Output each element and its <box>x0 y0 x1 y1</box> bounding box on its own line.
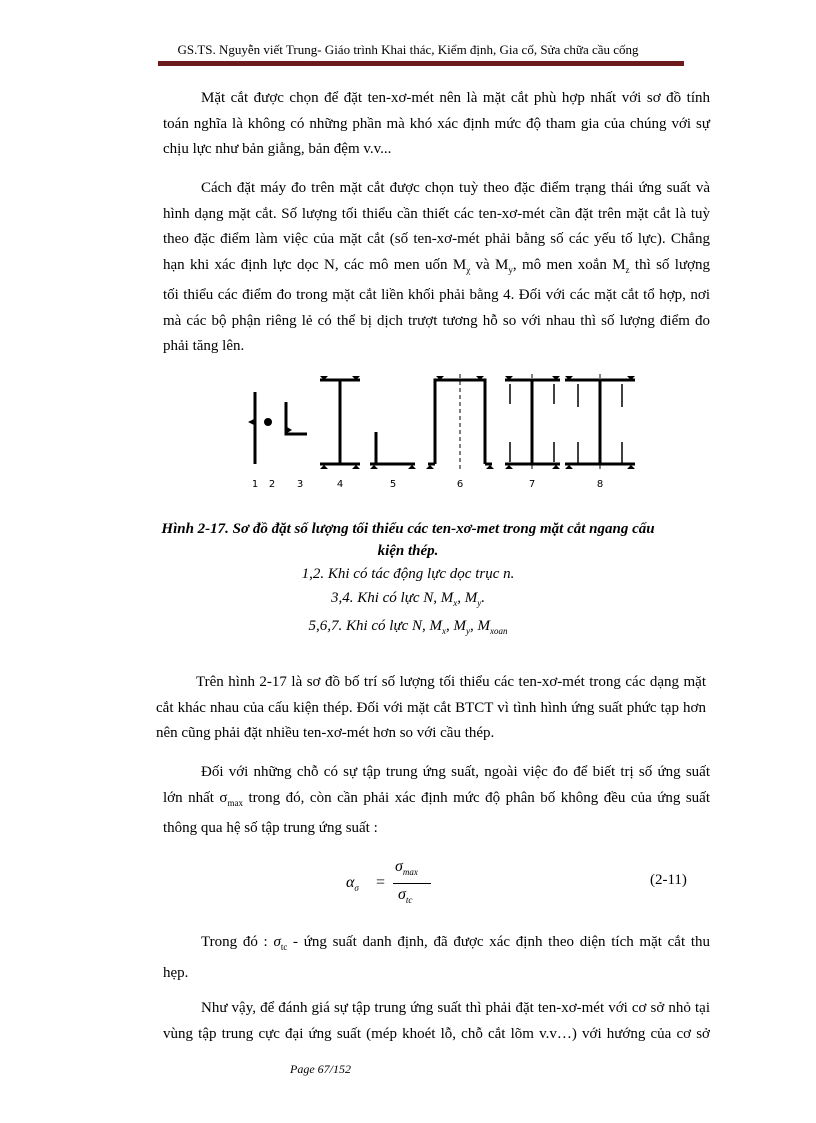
text-line: hẹp. <box>163 964 189 981</box>
text-line: toán nghĩa là không có những phần mà khó xác định mức độ tham gia của chúng với sự <box>163 115 710 132</box>
text-line-with-subscripts <box>163 253 710 284</box>
header-rule <box>158 61 684 66</box>
figure-label-2: 2 <box>268 479 276 490</box>
text-line: Cách đặt máy đo trên mặt cắt được chọn tuỳ theo đặc điểm trạng thái ứng suất và <box>201 180 710 196</box>
text-line: mà các bộ phận riêng lẻ có thể bị dịch trượt tương hỗ so với nhau thì số lượng điểm đo <box>163 312 710 329</box>
formula-stress-concentration <box>340 858 460 912</box>
text-line: chịu lực như bản giằng, bản đệm v.v... <box>163 141 392 157</box>
gauge-mark <box>287 427 292 433</box>
text-fragment: , mô men xoắn M <box>512 256 626 273</box>
formula-equals: = <box>376 874 386 891</box>
paragraph-2 <box>163 176 710 360</box>
paragraph-4 <box>163 760 710 842</box>
figure-label-5: 5 <box>389 479 397 490</box>
text-line: phải tăng lên. <box>163 338 245 354</box>
gauge-mark <box>505 465 513 469</box>
figure-caption-line-2: 3,4. Khi có lực N, $M_x$, $M_y$. <box>330 590 486 608</box>
figure-caption-title-2: kiện thép. <box>377 543 439 559</box>
formula-denominator: $\sigma_{tc}$ <box>398 886 413 906</box>
page-header: GS.TS. Nguyễn viết Trung- Giáo trình Khai thác, Kiểm định, Gia cố, Sửa chữa cầu cống <box>177 42 639 57</box>
text-line: hình dạng mặt cắt. Số lượng tối thiểu cần thiết các ten-xơ-mét cần đặt trên mặt cắt là tuỳ <box>163 205 710 222</box>
figure-label-7: 7 <box>528 479 536 490</box>
figure-label-4: 4 <box>336 479 344 490</box>
figure-label-8: 8 <box>596 479 604 490</box>
text-line: cắt khác nhau của cấu kiện thép. Đối với mặt cắt BTCT vì tình hình ứng suất phức tạp hơn <box>156 699 706 716</box>
paragraph-3 <box>156 670 706 747</box>
text-line: vùng tập trung cực đại ứng suất (mép khoét lỗ, chỗ cắt lõm v.v…) với hướng của cơ sở <box>163 1025 710 1042</box>
section-5-tee <box>370 432 415 464</box>
section-1-centroid <box>264 418 272 426</box>
text-line: Như vậy, để đánh giá sự tập trung ứng suất thì phải đặt ten-xơ-mét với cơ sở nhỏ tại <box>201 1000 710 1016</box>
gauge-mark <box>320 465 328 469</box>
equation-number: (2-11) <box>650 872 687 888</box>
figure-label-1: 1 <box>251 479 259 490</box>
text-fragment: và M <box>470 256 509 273</box>
gauge-mark <box>370 465 378 469</box>
figure-label-6: 6 <box>456 479 464 490</box>
text-line: theo đặc điểm làm việc của mặt cắt (số ten-xơ-mét phải bằng số các yếu tố lực). Chẳng <box>163 231 710 247</box>
gauge-mark <box>408 465 416 469</box>
formula-lhs: $\alpha_\sigma$ <box>346 874 359 894</box>
text-line: Trên hình 2-17 là sơ đồ bố trí số lượng tối thiểu các ten-xơ-mét trong các dạng mặt <box>196 674 706 690</box>
figure-caption-line-1: 1,2. Khi có tác động lực dọc trục n. <box>301 566 515 582</box>
gauge-mark <box>426 465 434 469</box>
text-line: Đối với những chỗ có sự tập trung ứng suất, ngoài việc đo để biết trị số ứng suất <box>201 764 710 780</box>
section-4-ibeam <box>320 380 360 464</box>
gauge-mark <box>352 465 360 469</box>
figure-caption-title: Hình 2-17. Sơ đồ đặt số lượng tối thiểu các ten-xơ-met trong mặt cắt ngang cấu <box>161 521 655 537</box>
gauge-mark <box>486 465 494 469</box>
text-line: Mặt cắt được chọn để đặt ten-xơ-mét nên là mặt cắt phù hợp nhất với sơ đồ tính <box>201 90 710 106</box>
cross-section-diagram <box>240 372 660 494</box>
fraction-bar <box>393 883 431 884</box>
formula-numerator: $\sigma_{max}$ <box>395 858 418 878</box>
figure-caption-line-3: 5,6,7. Khi có lực N, $M_x$, $M_y$, $M_{xoan}$ <box>308 618 508 636</box>
subscript: χ <box>466 264 471 275</box>
gauge-mark <box>552 465 560 469</box>
text-line: tối thiểu các điểm đo trong mặt cắt liền khối phải bằng 4. Đối với các mặt cắt tổ hợp, nơi <box>163 287 710 303</box>
gauge-mark <box>248 419 254 425</box>
paragraph-6 <box>163 996 710 1047</box>
paragraph-5 <box>163 930 710 986</box>
gauge-mark <box>627 465 635 469</box>
gauge-mark <box>565 465 573 469</box>
subscript: z <box>625 264 630 275</box>
text-line: nên cũng phải đặt nhiều ten-xơ-mét hơn so với cầu thép. <box>156 725 495 741</box>
page-number: Page 67/152 <box>290 1062 351 1076</box>
text-fragment: thì số lượng <box>629 256 711 273</box>
text-line-with-subscript: Trong đó : $\sigma_{tc}$ - ứng suất danh định, đã được xác định theo diện tích mặt cắt thu <box>201 934 710 952</box>
text-line: thông qua hệ số tập trung ứng suất : <box>163 820 378 836</box>
text-fragment: hạn khi xác định lực dọc N, các mô men uốn M <box>163 256 467 273</box>
subscript: y <box>508 264 513 275</box>
figure-label-3: 3 <box>296 479 304 490</box>
paragraph-1 <box>163 86 710 163</box>
text-line-with-subscript: lớn nhất $\sigma_{max}$ trong đó, còn cần phải xác định mức độ phân bố không đều của ứng suất <box>163 789 711 808</box>
